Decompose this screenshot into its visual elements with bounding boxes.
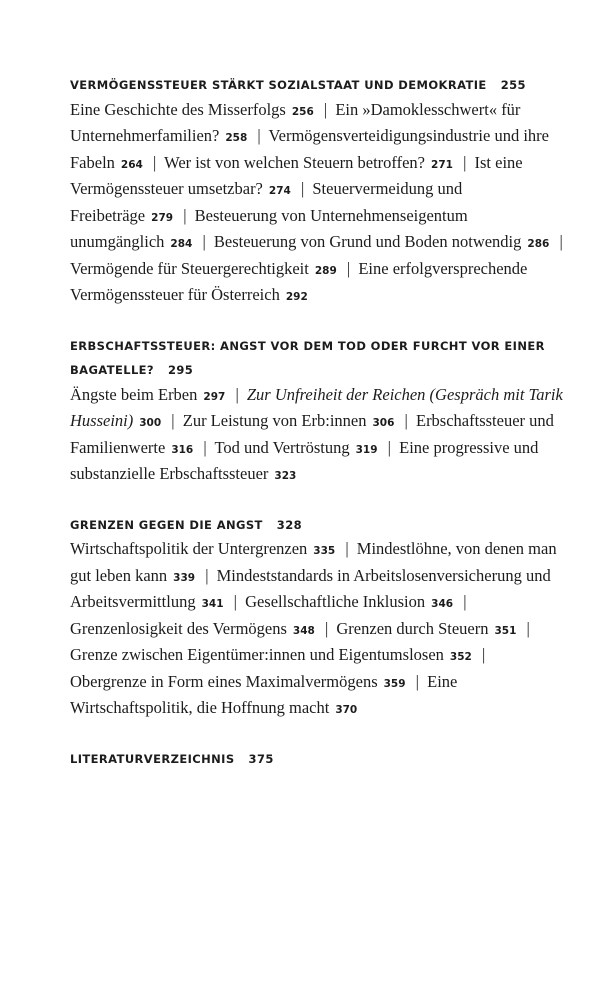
entry-separator: |	[463, 152, 467, 172]
toc-entry-page-number: 348	[292, 624, 315, 637]
section-title: GRENZEN GEGEN DIE ANGST	[70, 517, 263, 532]
entry-separator: |	[203, 437, 207, 457]
toc-entry-page-number: 286	[527, 238, 550, 250]
toc-entry-title: Ängste beim Erben	[70, 384, 198, 404]
toc-entry-page-number: 335	[313, 545, 336, 557]
section-page-number: 255	[500, 78, 526, 92]
toc-section	[70, 747, 570, 772]
toc-entry-page-number: 297	[203, 390, 226, 403]
toc-entry-title: Besteuerung von Unternehmenseigentum unumgänglich	[70, 205, 468, 251]
entry-separator: |	[171, 411, 175, 430]
toc-entry-page-number: 323	[274, 470, 297, 482]
section-title: LITERATURVERZEICHNIS	[70, 751, 235, 766]
section-entries	[70, 98, 570, 310]
toc-entry-page-number: 339	[173, 571, 196, 584]
toc-entry-title: Obergrenze in Form eines Maximalvermögens	[70, 671, 378, 691]
entry-separator: |	[183, 205, 187, 225]
toc-entry-title: Grenzenlosigkeit des Vermögens	[70, 618, 287, 638]
toc-entry-page-number: 370	[335, 704, 358, 716]
entry-separator: |	[481, 645, 486, 664]
toc-entry-page-number: 274	[268, 185, 291, 197]
section-page-number: 328	[276, 517, 303, 532]
toc-entry-title: Zur Unfreiheit der Reichen (Gespräch mit Tarik Husseini)	[70, 384, 563, 430]
toc-entry-title: Eine Geschichte des Misserfolgs	[70, 99, 286, 119]
toc-entry-page-number: 319	[355, 443, 378, 456]
section-heading	[70, 513, 570, 538]
entry-separator: |	[346, 258, 351, 278]
toc-entry-page-number: 279	[151, 211, 174, 224]
entry-separator: |	[463, 592, 467, 611]
section-page-number: 375	[248, 751, 274, 766]
toc-entry-title: Eine erfolgversprechende Vermögenssteuer für Österreich	[70, 258, 528, 304]
toc-entry-page-number: 316	[171, 443, 194, 456]
entry-separator: |	[415, 671, 419, 691]
entry-separator: |	[387, 437, 391, 457]
toc-entry-title: Mindestlöhne, von denen man gut leben kann	[70, 539, 557, 585]
toc-entry-title: Steuervermeidung und Freibeträge	[70, 179, 463, 225]
toc-entry-page-number: 359	[383, 677, 406, 690]
toc-entry-title: Tod und Vertröstung	[214, 437, 350, 457]
toc-entry-page-number: 271	[431, 158, 453, 171]
section-title: VERMÖGENSSTEUER STÄRKT SOZIALSTAAT UND DEMOKRATIE	[70, 78, 487, 92]
toc-entry-title: Zur Leistung von Erb:innen	[182, 411, 367, 430]
section-title: ERBSCHAFTSSTEUER: ANGST VOR DEM TOD ODER FURCHT VOR EINER BAGATELLE?	[70, 338, 545, 377]
toc-entry-title: Eine Wirtschaftspolitik, die Hoffnung macht	[70, 671, 458, 717]
entry-separator: |	[235, 384, 239, 404]
toc-entry-title: Ist eine Vermögenssteuer umsetzbar?	[70, 152, 523, 198]
toc-entry-title: Vermögensverteidigungsindustrie und ihre Fabeln	[70, 126, 549, 172]
toc-entry-page-number: 289	[314, 264, 337, 277]
section-page-number: 295	[168, 363, 194, 377]
toc-entry-title: Vermögende für Steuergerechtigkeit	[70, 258, 309, 278]
section-entries	[70, 537, 570, 723]
toc-entry-page-number: 351	[494, 624, 517, 637]
entry-separator: |	[324, 618, 329, 638]
toc-entry-title: Mindeststandards in Arbeitslosenversicherung und Arbeitsvermittlung	[70, 565, 551, 611]
entry-separator: |	[526, 618, 530, 638]
section-heading	[70, 73, 570, 98]
entry-separator: |	[205, 565, 209, 585]
toc-entry-page-number: 341	[201, 598, 224, 610]
toc-entry-title: Gesellschaftliche Inklusion	[245, 592, 426, 611]
toc-entry-title: Besteuerung von Grund und Boden notwendig	[213, 232, 522, 251]
entry-separator: |	[152, 152, 157, 172]
toc-entry-page-number: 352	[449, 651, 472, 663]
toc-entry-page-number: 256	[291, 105, 314, 118]
toc-entry-page-number: 292	[285, 291, 308, 303]
entry-separator: |	[404, 411, 408, 430]
toc-section	[70, 513, 570, 723]
toc-entry-page-number: 284	[170, 238, 193, 250]
toc-entry-title: Grenze zwischen Eigentümer:innen und Eigentumslosen	[70, 645, 444, 664]
toc-entry-title: Ein »Damoklesschwert« für Unternehmerfamilien?	[70, 99, 521, 145]
entry-separator: |	[300, 179, 305, 198]
entry-separator: |	[345, 539, 349, 558]
toc-entry-page-number: 300	[139, 417, 162, 429]
entry-separator: |	[257, 126, 261, 145]
entry-separator: |	[202, 232, 206, 251]
section-heading	[70, 334, 570, 383]
entry-separator: |	[559, 232, 563, 251]
toc-entry-title: Eine progressive und substanzielle Erbschaftssteuer	[70, 437, 539, 483]
toc-entry-page-number: 264	[120, 158, 143, 171]
toc-entry-title: Wirtschaftspolitik der Untergrenzen	[70, 539, 308, 558]
toc-section	[70, 334, 570, 489]
toc-entry-page-number: 306	[372, 417, 395, 429]
toc-entry-page-number: 258	[225, 132, 248, 144]
toc-section	[70, 73, 570, 310]
section-entries	[70, 383, 570, 489]
toc-entry-title: Grenzen durch Steuern	[336, 618, 489, 638]
section-heading	[70, 747, 570, 772]
entry-separator: |	[233, 592, 237, 611]
toc-entry-title: Wer ist von welchen Steuern betroffen?	[164, 152, 426, 172]
toc-entry-page-number: 346	[431, 598, 454, 610]
toc-entry-title: Erbschaftssteuer und Familienwerte	[70, 411, 554, 457]
entry-separator: |	[323, 99, 328, 119]
